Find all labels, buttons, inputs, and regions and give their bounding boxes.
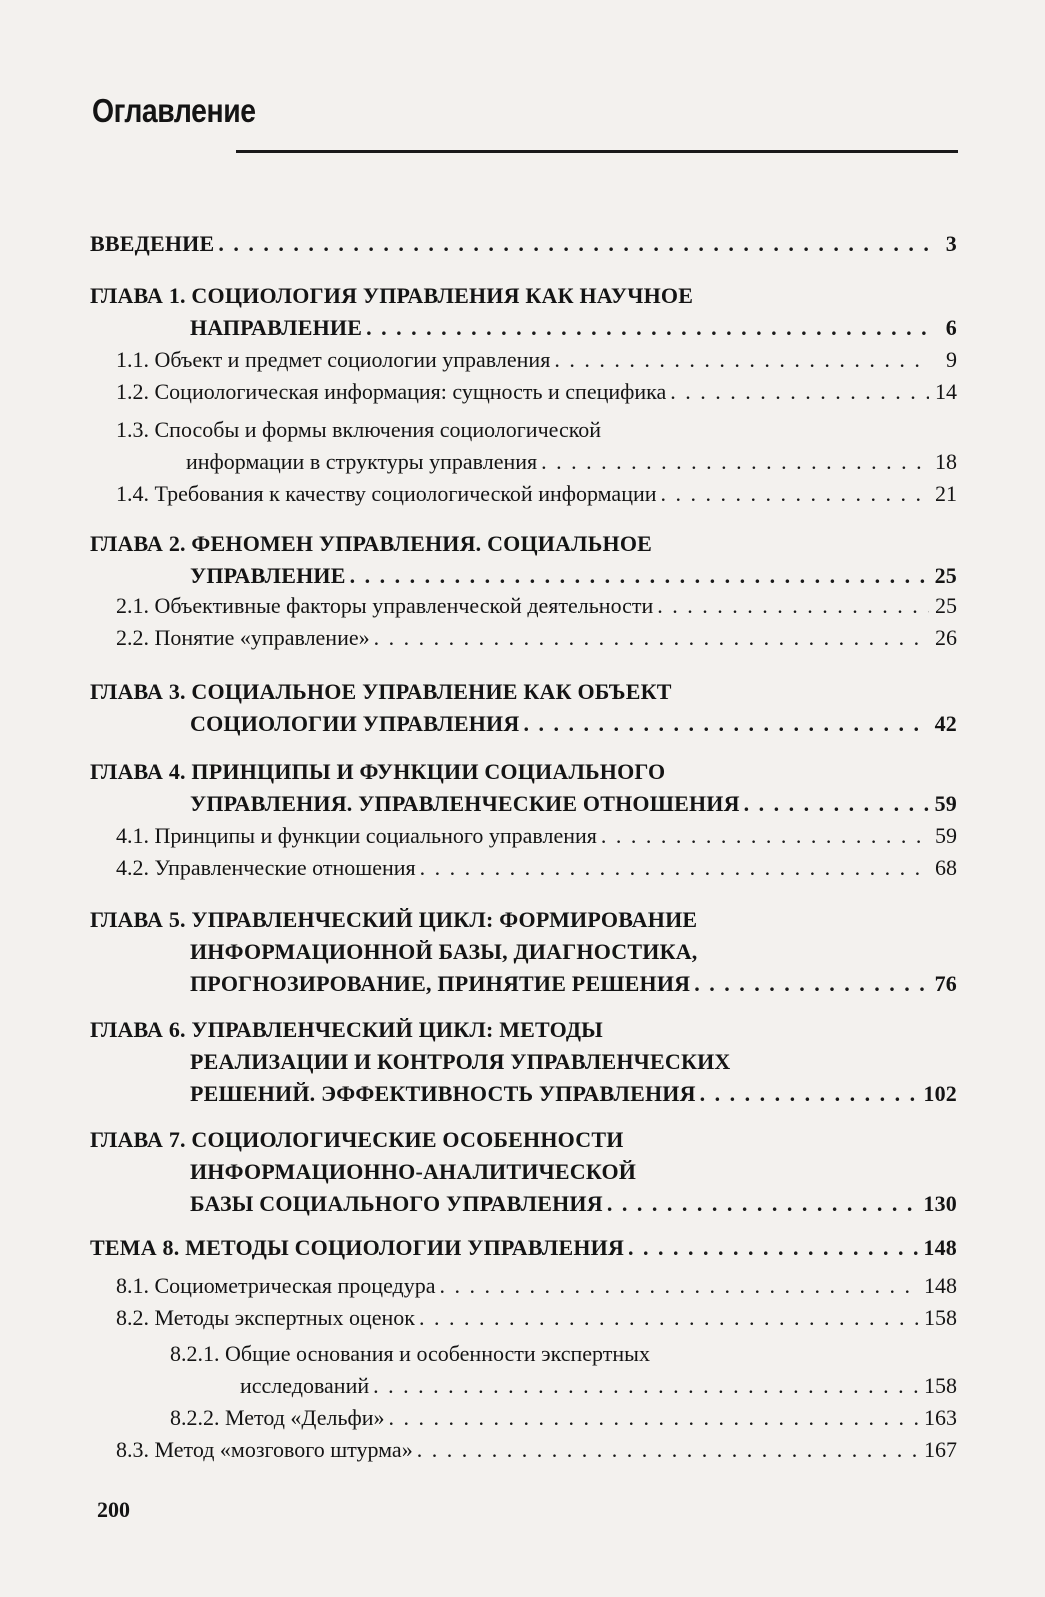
- toc-entry: [116, 1302, 957, 1334]
- toc-entry-title: 1.2. Социологическая информация: сущность и специфика: [116, 379, 667, 404]
- toc-entry-page: 130: [923, 1191, 957, 1216]
- toc-entry-page: 68: [935, 855, 957, 880]
- toc-entry: [116, 820, 957, 852]
- toc-entry-title: ГЛАВА 4. ПРИНЦИПЫ И ФУНКЦИИ СОЦИАЛЬНОГО: [90, 759, 666, 784]
- toc-entry-line: [116, 1302, 957, 1334]
- toc-entry-line: [90, 1156, 957, 1188]
- toc-entry-line: [90, 968, 957, 1000]
- toc-entry-title: УПРАВЛЕНИЯ. УПРАВЛЕНЧЕСКИЕ ОТНОШЕНИЯ: [190, 791, 740, 816]
- toc-entry-line: [116, 852, 957, 884]
- toc-entry-title: РЕАЛИЗАЦИИ И КОНТРОЛЯ УПРАВЛЕНЧЕСКИХ: [190, 1049, 731, 1074]
- toc-entry-line: [116, 446, 957, 478]
- toc-entry-line: [90, 756, 957, 788]
- dot-leader: [218, 228, 929, 260]
- toc-entry-page: 102: [923, 1081, 957, 1106]
- toc-entry-line: [90, 1046, 957, 1078]
- toc-entry-title: СОЦИОЛОГИИ УПРАВЛЕНИЯ: [190, 711, 520, 736]
- dot-leader: [417, 1434, 920, 1466]
- toc-entry-title: РЕШЕНИЙ. ЭФФЕКТИВНОСТЬ УПРАВЛЕНИЯ: [190, 1081, 696, 1106]
- toc-entry-title: ВВЕДЕНИЕ: [90, 231, 215, 256]
- dot-leader: [440, 1270, 920, 1302]
- toc-entry: [116, 376, 957, 408]
- toc-entry: [90, 904, 957, 1000]
- toc-entry-page: 6: [945, 315, 957, 340]
- dot-leader: [661, 478, 929, 510]
- toc-heading: Оглавление: [92, 92, 256, 129]
- toc-entry-title: 2.1. Объективные факторы управленческой деятельности: [116, 593, 654, 618]
- toc-entry: [90, 676, 957, 740]
- toc-entry-line: [90, 560, 957, 592]
- toc-entry-title: ГЛАВА 3. СОЦИАЛЬНОЕ УПРАВЛЕНИЕ КАК ОБЪЕКТ: [90, 679, 672, 704]
- toc-entry-line: [116, 414, 957, 446]
- toc-entry-line: [116, 1270, 957, 1302]
- toc-entry-title: 1.3. Способы и формы включения социологической: [116, 417, 602, 442]
- dot-leader: [374, 622, 929, 654]
- page-number: 200: [97, 1497, 130, 1522]
- toc-entry-page: 9: [946, 347, 957, 372]
- toc-entry-title: информации в структуры управления: [186, 449, 538, 474]
- toc-entry-line: [90, 228, 957, 260]
- toc-entry-title: БАЗЫ СОЦИАЛЬНОГО УПРАВЛЕНИЯ: [190, 1191, 603, 1216]
- toc-entry: [116, 1270, 957, 1302]
- dot-leader: [744, 788, 929, 820]
- toc-entry-page: 158: [924, 1305, 957, 1330]
- toc-entry-line: [170, 1338, 957, 1370]
- toc-entry-line: [116, 590, 957, 622]
- toc-entry: [116, 852, 957, 884]
- toc-entry: [90, 756, 957, 820]
- toc-entry-title: ГЛАВА 7. СОЦИОЛОГИЧЕСКИЕ ОСОБЕННОСТИ: [90, 1127, 624, 1152]
- toc-entry: [90, 1014, 957, 1110]
- toc-entry-line: [90, 1124, 957, 1156]
- toc-entry-title: 1.1. Объект и предмет социологии управления: [116, 347, 551, 372]
- toc-entry-page: 14: [935, 379, 957, 404]
- toc-entry: [90, 528, 957, 592]
- toc-entry-page: 42: [934, 711, 957, 736]
- heading-underline: [236, 150, 958, 153]
- toc-entry-title: ГЛАВА 5. УПРАВЛЕНЧЕСКИЙ ЦИКЛ: ФОРМИРОВАНИЕ: [90, 907, 698, 932]
- toc-entry-page: 26: [935, 625, 957, 650]
- toc-entry-line: [90, 1188, 957, 1220]
- toc-entry-title: ИНФОРМАЦИОННОЙ БАЗЫ, ДИАГНОСТИКА,: [190, 939, 698, 964]
- toc-entry-title: исследований: [240, 1373, 370, 1398]
- toc-entry-title: 1.4. Требования к качеству социологической информации: [116, 481, 657, 506]
- toc-entry-title: 8.3. Метод «мозгового штурма»: [116, 1437, 413, 1462]
- toc-entry-line: [90, 904, 957, 936]
- toc-entry-title: 8.2.2. Метод «Дельфи»: [170, 1405, 385, 1430]
- dot-leader: [350, 560, 929, 592]
- toc-entry: [170, 1338, 957, 1402]
- toc-entry-title: ГЛАВА 1. СОЦИОЛОГИЯ УПРАВЛЕНИЯ КАК НАУЧНОЕ: [90, 283, 694, 308]
- toc-entry-title: УПРАВЛЕНИЕ: [190, 563, 346, 588]
- dot-leader: [366, 312, 929, 344]
- toc-entry-line: [90, 1078, 957, 1110]
- toc-entry-page: 59: [935, 823, 957, 848]
- toc-entry-line: [116, 622, 957, 654]
- toc-entry-page: 148: [924, 1273, 957, 1298]
- toc-entry: [116, 590, 957, 622]
- toc-entry-line: [90, 676, 957, 708]
- toc-entry-page: 163: [924, 1405, 957, 1430]
- toc-entry-page: 148: [923, 1235, 957, 1260]
- toc-entry-title: 2.2. Понятие «управление»: [116, 625, 370, 650]
- dot-leader: [523, 708, 929, 740]
- toc-entry-page: 158: [924, 1373, 957, 1398]
- toc-entry-title: 4.2. Управленческие отношения: [116, 855, 416, 880]
- toc-entry-title: ГЛАВА 2. ФЕНОМЕН УПРАВЛЕНИЯ. СОЦИАЛЬНОЕ: [90, 531, 653, 556]
- toc-entry-title: ГЛАВА 6. УПРАВЛЕНЧЕСКИЙ ЦИКЛ: МЕТОДЫ: [90, 1017, 603, 1042]
- dot-leader: [700, 1078, 920, 1110]
- dot-leader: [419, 1302, 920, 1334]
- toc-entry-title: 8.2.1. Общие основания и особенности экспертных: [170, 1341, 650, 1366]
- toc-entry-line: [90, 528, 957, 560]
- toc-entry: [90, 228, 957, 260]
- toc-entry-line: [116, 820, 957, 852]
- dot-leader: [554, 344, 929, 376]
- toc-entry: [116, 414, 957, 478]
- toc-entry-title: 4.1. Принципы и функции социального управления: [116, 823, 597, 848]
- toc-entry-title: 8.2. Методы экспертных оценок: [116, 1305, 415, 1330]
- toc-entry: [116, 478, 957, 510]
- toc-entry-title: ПРОГНОЗИРОВАНИЕ, ПРИНЯТИЕ РЕШЕНИЯ: [190, 971, 691, 996]
- dot-leader: [670, 376, 929, 408]
- toc-entry-title: ИНФОРМАЦИОННО-АНАЛИТИЧЕСКОЙ: [190, 1159, 637, 1184]
- toc-entry-page: 25: [934, 563, 957, 588]
- toc-entry-line: [170, 1370, 957, 1402]
- toc-entry-title: НАПРАВЛЕНИЕ: [190, 315, 363, 340]
- dot-leader: [601, 820, 929, 852]
- toc-entry-page: 76: [934, 971, 957, 996]
- dot-leader: [607, 1188, 920, 1220]
- dot-leader: [657, 590, 929, 622]
- toc-entry-line: [170, 1402, 957, 1434]
- dot-leader: [389, 1402, 921, 1434]
- toc-entry-line: [90, 788, 957, 820]
- toc-entry-line: [90, 1232, 957, 1264]
- toc-entry: [116, 622, 957, 654]
- toc-entry-page: 25: [935, 593, 957, 618]
- toc-entry-line: [116, 376, 957, 408]
- toc-entry-title: 8.1. Социометрическая процедура: [116, 1273, 436, 1298]
- dot-leader: [420, 852, 929, 884]
- toc-entry-line: [116, 1434, 957, 1466]
- dot-leader: [628, 1232, 919, 1264]
- toc-entry-line: [116, 478, 957, 510]
- toc-entry-line: [90, 280, 957, 312]
- toc-entry-line: [90, 312, 957, 344]
- toc-entry-page: 21: [935, 481, 957, 506]
- toc-entry: [90, 1124, 957, 1220]
- toc-entry-page: 167: [924, 1437, 957, 1462]
- toc-entry-page: 18: [935, 449, 957, 474]
- toc-entry: [116, 1434, 957, 1466]
- toc-entry: [90, 1232, 957, 1264]
- toc-entry-line: [90, 1014, 957, 1046]
- dot-leader: [373, 1370, 920, 1402]
- toc-entry: [170, 1402, 957, 1434]
- toc-entry-line: [116, 344, 957, 376]
- toc-entry-line: [90, 708, 957, 740]
- toc-entry-page: 59: [934, 791, 957, 816]
- toc-entry-page: 3: [945, 231, 957, 256]
- toc-entry: [90, 280, 957, 344]
- toc-entry: [116, 344, 957, 376]
- dot-leader: [541, 446, 929, 478]
- toc-entry-title: ТЕМА 8. МЕТОДЫ СОЦИОЛОГИИ УПРАВЛЕНИЯ: [90, 1235, 625, 1260]
- dot-leader: [694, 968, 929, 1000]
- toc-entry-line: [90, 936, 957, 968]
